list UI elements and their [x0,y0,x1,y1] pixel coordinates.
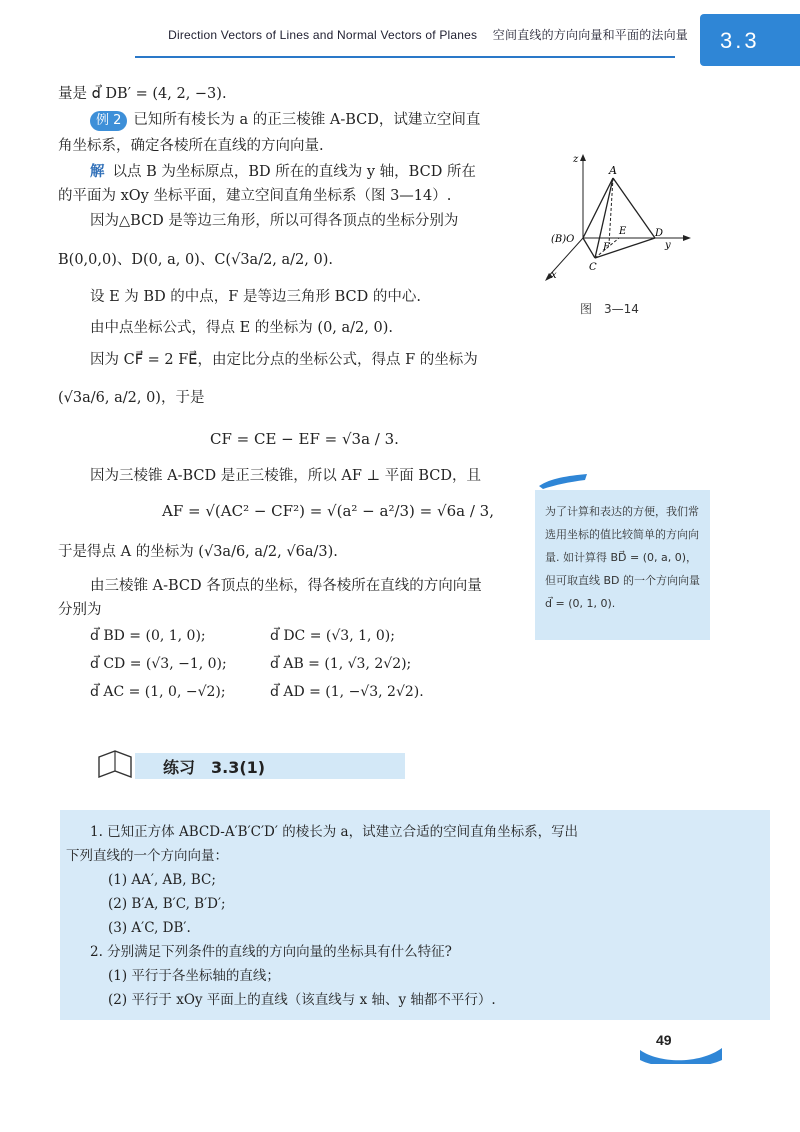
header-title [168,26,688,43]
solution-text-1: 以点 B 为坐标原点，BD 所在的直线为 y 轴，BCD 所在 [112,164,476,180]
y-axis-arrow [683,235,691,241]
header-rule [135,56,675,58]
page-number-tab [640,1030,722,1064]
page-number: 49 [656,1032,672,1048]
label-a: A [609,164,617,177]
label-c: C [589,262,597,273]
example-badge: 例 2 [90,111,127,131]
label-y: y [665,240,671,251]
label-x: x [551,270,557,281]
header-title-cn: 空间直线的方向向量和平面的法向量 [492,28,688,42]
side-note-text: 为了计算和表达的方便，我们常选用坐标的值比较简单的方向向量. 如计算得 BD⃗ = (0, a, 0)，但可取直线 BD 的一个方向向量 d⃗ = (0, 1, 0). [545,505,701,610]
exercise-q2-2: (2) 平行于 xOy 平面上的直线（该直线与 x 轴、y 轴都不平行）. [108,992,496,1008]
solution-line-5: 设 E 为 BD 的中点，F 是等边三角形 BCD 的中心. [90,289,421,305]
vector-ac: d⃗ AC = (1, 0, −√2); [90,684,226,700]
label-d: D [655,228,664,239]
z-axis-arrow [580,154,586,161]
example-text-2: 角坐标系，确定各棱所在直线的方向向量. [58,138,324,154]
exercise-q2-1: (1) 平行于各坐标轴的直线； [108,968,280,984]
vector-dc: d⃗ DC = (√3, 1, 0); [270,628,395,644]
figure-caption: 图 3—14 [580,302,639,316]
vector-bd: d⃗ BD = (0, 1, 0); [90,628,206,644]
example-heading [90,110,480,131]
solution-line-1 [90,162,476,182]
vector-ad: d⃗ AD = (1, −√3, 2√2). [270,684,424,700]
tetrahedron-figure [545,150,695,290]
solution-line-9: 因为三棱锥 A-BCD 是正三棱锥，所以 AF ⊥ 平面 BCD，且 [90,468,481,484]
label-e: E [619,226,627,237]
edge-ab [583,178,613,238]
vector-ab: d⃗ AB = (1, √3, 2√2); [270,656,412,672]
equation-af: AF = √(AC² − CF²) = √(a² − a²/3) = √6a / 3, [162,502,494,520]
solution-line-11: 由三棱锥 A-BCD 各顶点的坐标，得各棱所在直线的方向向量 [90,578,482,594]
vector-cd: d⃗ CD = (√3, −1, 0); [90,656,227,672]
solution-line-3: 因为△BCD 是等边三角形，所以可得各顶点的坐标分别为 [90,213,459,229]
solution-line-10: 于是得点 A 的坐标为 (√3a/6, a/2, √6a/3). [58,544,338,560]
exercise-q1-3: (3) A′C, DB′. [108,920,191,936]
exercise-q1-2: (2) B′A, B′C, B′D′; [108,896,226,912]
edge-bc [583,238,595,258]
solution-line-6: 由中点坐标公式，得点 E 的坐标为 (0, a/2, 0). [90,320,393,336]
label-z: z [573,154,579,165]
page-header [0,0,800,72]
exercise-header [95,745,405,781]
exercise-q1-b: 下列直线的一个方向向量： [66,848,228,864]
label-f: F [603,242,610,253]
example-text: 已知所有棱长为 a 的正三棱锥 A-BCD，试建立空间直 [133,112,481,128]
body-line-0: 量是 d⃗ DB′ = (4, 2, −3). [58,86,227,102]
solution-line-4: B(0,0,0)、D(0, a, 0)、C(√3a/2, a/2, 0). [58,252,333,268]
solution-label: 解 [90,163,105,180]
solution-line-12: 分别为 [58,602,102,618]
solution-line-8: (√3a/6, a/2, 0)，于是 [58,390,205,406]
solution-line-7: 因为 CF⃗ = 2 FE⃗，由定比分点的坐标公式，得点 F 的坐标为 [90,352,478,368]
section-tab [700,14,800,66]
book-icon [95,745,135,781]
exercise-title: 练习 3.3(1) [163,758,266,777]
solution-line-2: 的平面为 xOy 坐标平面，建立空间直角坐标系（图 3—14）. [58,188,452,204]
section-number: 3.3 [720,28,760,53]
exercise-q1: 1. 已知正方体 ABCD-A′B′C′D′ 的棱长为 a，试建立合适的空间直角坐标系，写出 [90,824,579,840]
exercise-q1-1: (1) AA′, AB, BC; [108,872,216,888]
equation-cf: CF = CE − EF = √3a / 3. [210,430,399,448]
header-title-en: Direction Vectors of Lines and Normal Vectors of Planes [168,28,478,42]
exercise-q2: 2. 分别满足下列条件的直线的方向向量的坐标具有什么特征? [90,944,452,960]
brush-stroke-icon [537,472,589,490]
label-bo: (B)O [551,234,575,245]
